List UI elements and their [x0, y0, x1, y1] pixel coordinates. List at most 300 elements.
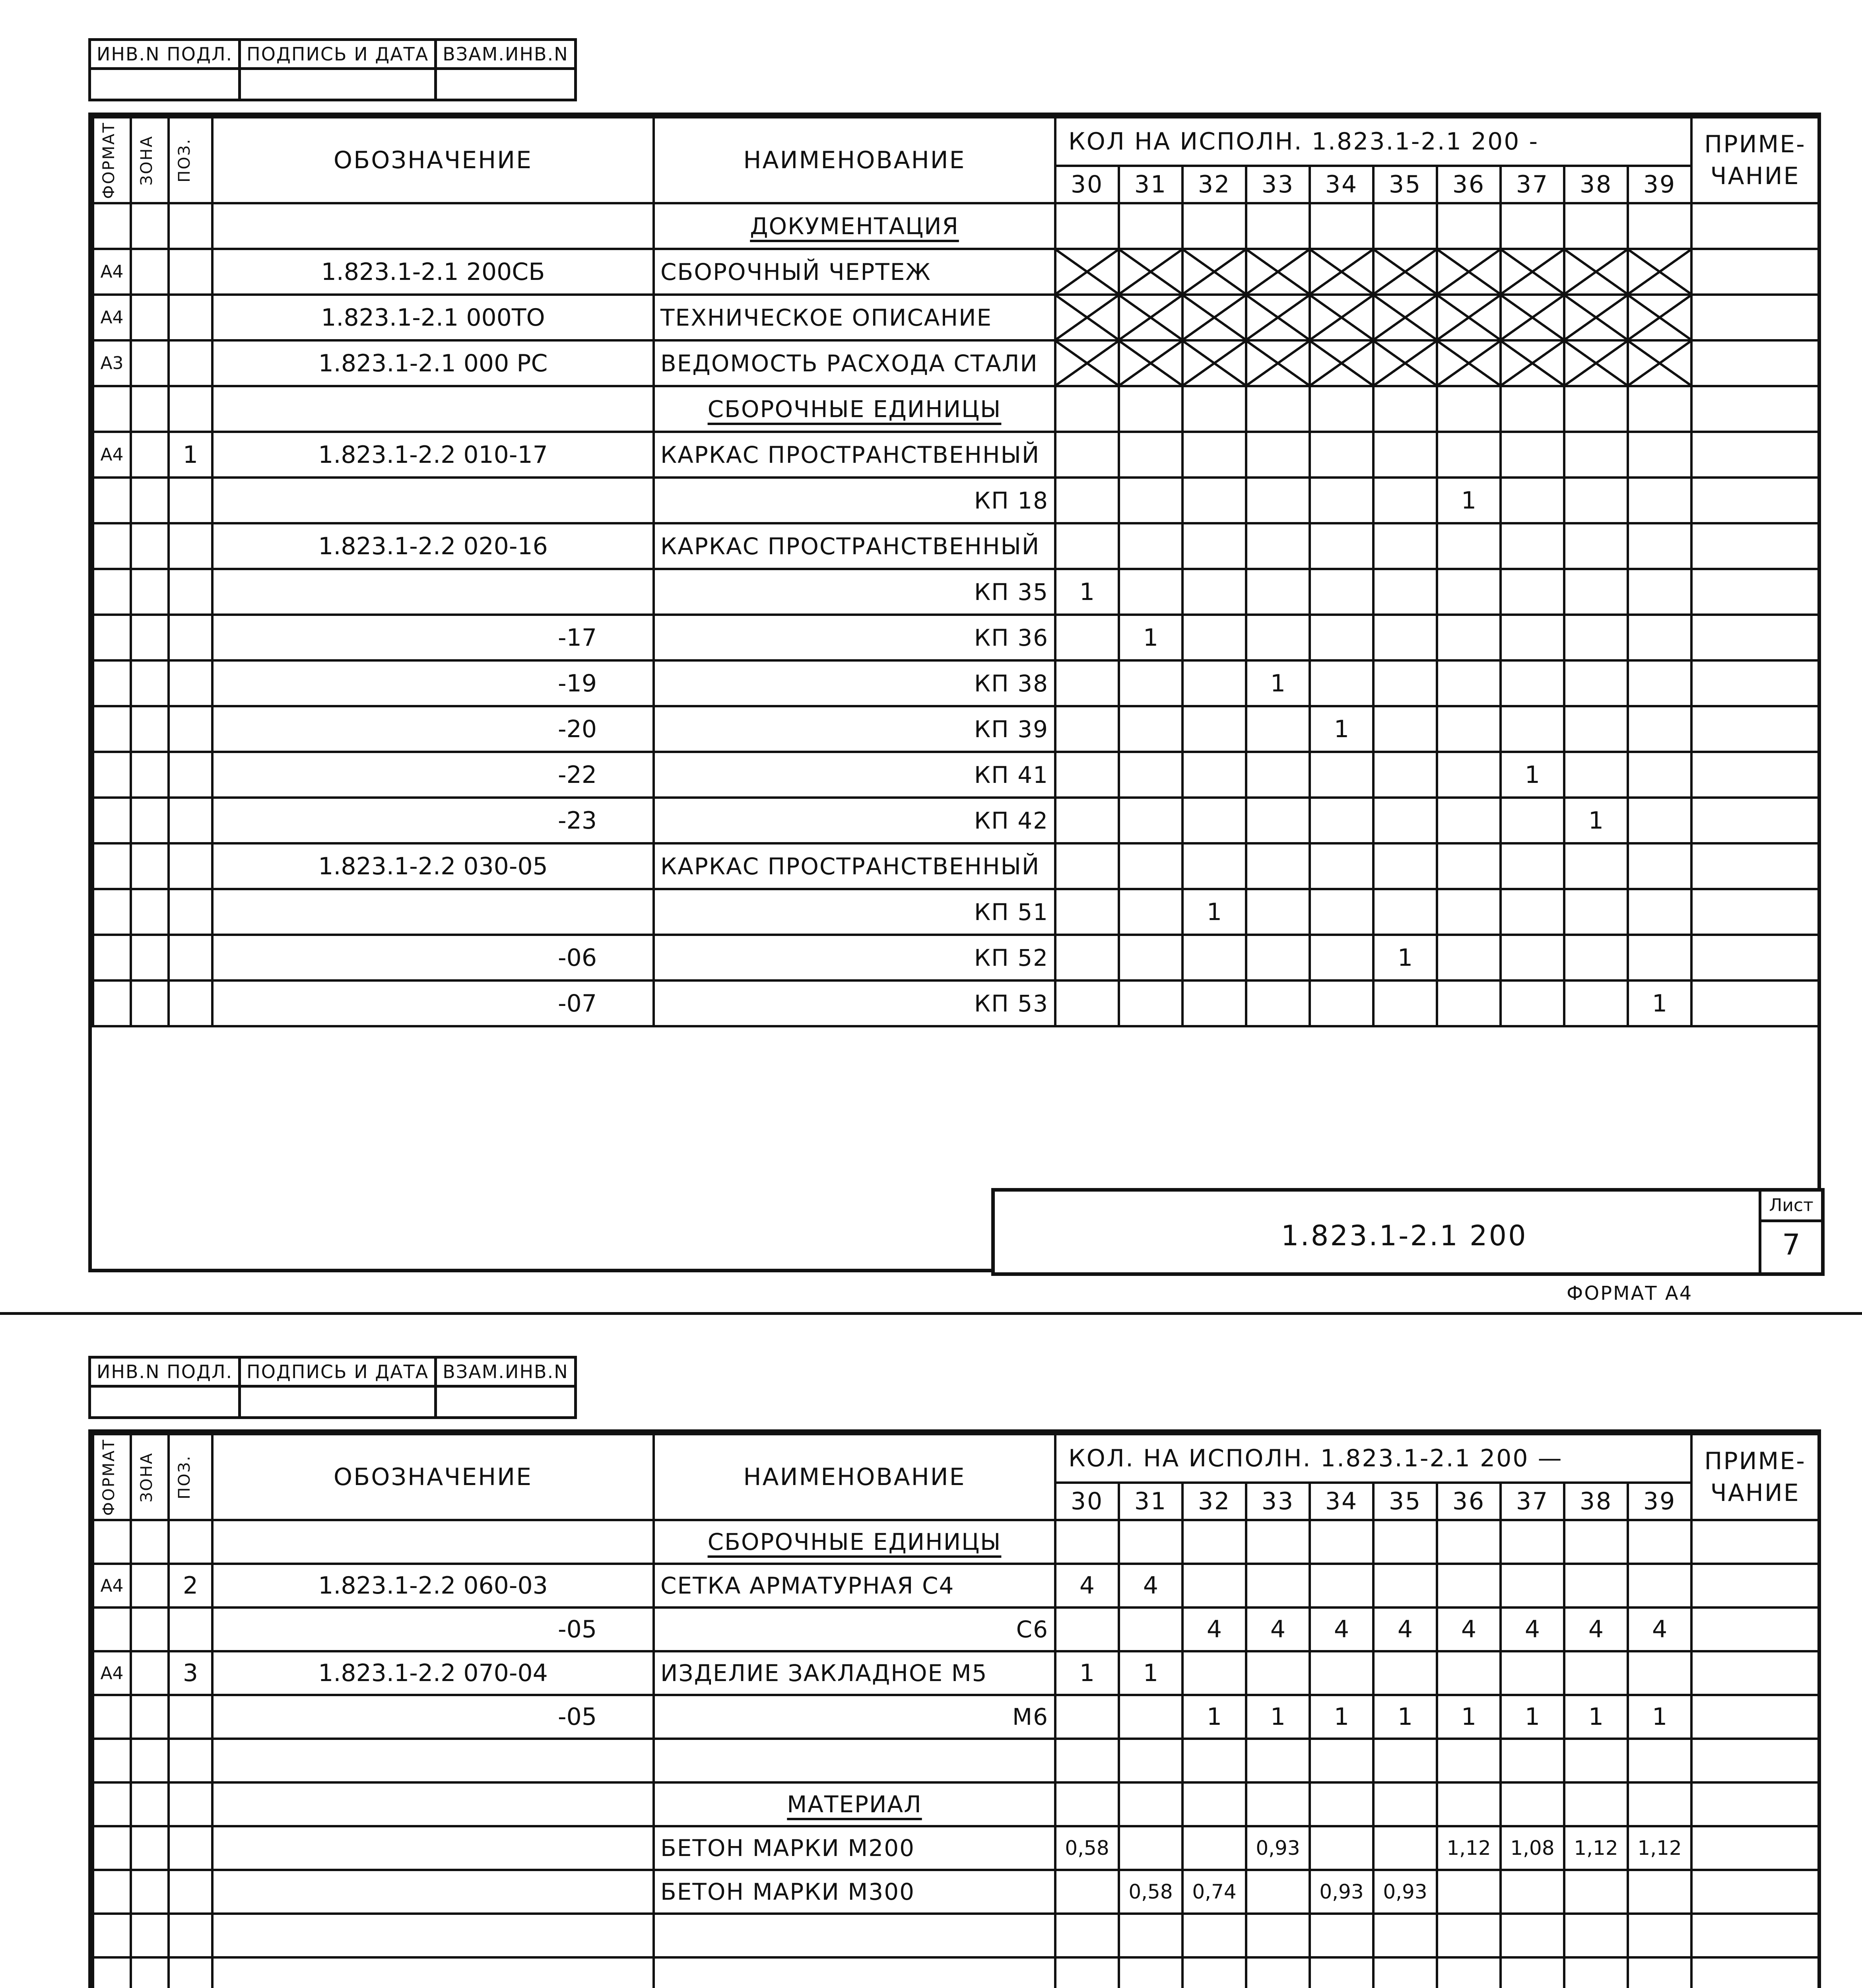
qty-cell-33 — [1246, 843, 1310, 889]
qty-cell-33 — [1246, 1914, 1310, 1957]
row-pos: 3 — [169, 1651, 212, 1695]
qty-cell-33: 4 — [1246, 1607, 1310, 1651]
row-note — [1691, 1607, 1819, 1651]
qty-cell-31 — [1119, 1607, 1182, 1651]
qty-cell-33 — [1246, 889, 1310, 935]
row-designation: -05 — [212, 1695, 654, 1739]
header-zone-text: ЗОНА — [138, 1452, 156, 1503]
row-format — [93, 1607, 131, 1651]
qty-cell-37: 1 — [1501, 1695, 1564, 1739]
qty-cell-34 — [1310, 386, 1373, 432]
qty-cell-33 — [1246, 249, 1310, 295]
qty-cell-32 — [1182, 706, 1246, 752]
qty-cell-36: 1 — [1437, 1695, 1501, 1739]
qty-cell-31 — [1119, 798, 1182, 843]
qty-cell-32 — [1182, 935, 1246, 980]
row-note — [1691, 1695, 1819, 1739]
header-variant-31: 31 — [1119, 166, 1182, 203]
qty-cell-33 — [1246, 798, 1310, 843]
qty-cell-32 — [1182, 843, 1246, 889]
qty-cell-37 — [1501, 249, 1564, 295]
doc-code-7: 1.823.1-2.1 200 — [1281, 1219, 1528, 1252]
qty-cell-31 — [1119, 1739, 1182, 1782]
qty-cell-32 — [1182, 478, 1246, 523]
qty-cell-38: 1 — [1564, 1695, 1628, 1739]
qty-cell-35 — [1373, 249, 1437, 295]
row-pos — [169, 569, 212, 615]
table-row — [93, 1695, 1819, 1739]
header-variant-36: 36 — [1437, 166, 1501, 203]
qty-cell-39 — [1628, 1739, 1691, 1782]
qty-cell-35 — [1373, 843, 1437, 889]
row-name: КП 39 — [654, 706, 1055, 752]
qty-cell-33 — [1246, 1739, 1310, 1782]
header-name: НАИМЕНОВАНИЕ — [654, 117, 1055, 203]
qty-cell-31 — [1119, 523, 1182, 569]
header-qty: КОЛ. НА ИСПОЛН. 1.823.1-2.1 200 — — [1055, 1434, 1691, 1483]
row-format — [93, 386, 131, 432]
qty-cell-32 — [1182, 615, 1246, 660]
row-designation: -07 — [212, 980, 654, 1026]
row-pos — [169, 615, 212, 660]
row-note — [1691, 249, 1819, 295]
row-name: ВЕДОМОСТЬ РАСХОДА СТАЛИ — [654, 340, 1055, 386]
row-designation: 1.823.1-2.2 030-05 — [212, 843, 654, 889]
qty-cell-38 — [1564, 752, 1628, 798]
qty-cell-32 — [1182, 1782, 1246, 1826]
row-zone — [131, 935, 169, 980]
row-zone — [131, 432, 169, 478]
qty-cell-33 — [1246, 1957, 1310, 1988]
qty-cell-30 — [1055, 478, 1119, 523]
qty-cell-39 — [1628, 569, 1691, 615]
row-format — [93, 1739, 131, 1782]
row-name: ТЕХНИЧЕСКОЕ ОПИСАНИЕ — [654, 295, 1055, 340]
qty-cell-32 — [1182, 798, 1246, 843]
header-note: ПРИМЕ- ЧАНИЕ — [1691, 117, 1819, 203]
qty-cell-34: 1 — [1310, 1695, 1373, 1739]
row-format: А4 — [93, 1564, 131, 1607]
row-zone — [131, 1520, 169, 1564]
row-note — [1691, 1826, 1819, 1870]
qty-cell-31 — [1119, 249, 1182, 295]
header-variant-34: 34 — [1310, 1483, 1373, 1520]
qty-cell-37 — [1501, 1782, 1564, 1826]
format-caption-7: ФОРМАТ А4 — [1567, 1282, 1693, 1305]
row-note — [1691, 615, 1819, 660]
qty-cell-39: 1 — [1628, 980, 1691, 1026]
row-name: КАРКАС ПРОСТРАНСТВЕННЫЙ — [654, 843, 1055, 889]
row-pos — [169, 1826, 212, 1870]
qty-cell-37 — [1501, 660, 1564, 706]
row-name: М6 — [654, 1695, 1055, 1739]
row-designation: 1.823.1-2.1 000 РС — [212, 340, 654, 386]
qty-cell-32 — [1182, 386, 1246, 432]
qty-cell-30 — [1055, 295, 1119, 340]
header-format-text: ФОРМАТ — [100, 1439, 118, 1516]
qty-cell-38 — [1564, 1651, 1628, 1695]
qty-cell-37 — [1501, 478, 1564, 523]
qty-cell-31 — [1119, 1782, 1182, 1826]
qty-cell-33 — [1246, 478, 1310, 523]
table-row — [93, 1957, 1819, 1988]
qty-cell-36: 1,12 — [1437, 1826, 1501, 1870]
qty-cell-31 — [1119, 1957, 1182, 1988]
qty-cell-35 — [1373, 1651, 1437, 1695]
qty-cell-31 — [1119, 478, 1182, 523]
qty-cell-34: 0,93 — [1310, 1870, 1373, 1914]
row-designation: 1.823.1-2.2 010-17 — [212, 432, 654, 478]
row-designation — [212, 889, 654, 935]
sheet-label-7: Лист — [1761, 1192, 1821, 1222]
qty-cell-32 — [1182, 569, 1246, 615]
qty-cell-30 — [1055, 935, 1119, 980]
row-note — [1691, 752, 1819, 798]
row-designation — [212, 569, 654, 615]
qty-cell-30 — [1055, 1520, 1119, 1564]
table-row — [93, 340, 1819, 386]
header-variant-33: 33 — [1246, 1483, 1310, 1520]
qty-cell-39 — [1628, 1782, 1691, 1826]
qty-cell-32 — [1182, 660, 1246, 706]
qty-cell-34 — [1310, 249, 1373, 295]
row-name: КП 38 — [654, 660, 1055, 706]
qty-cell-35 — [1373, 1564, 1437, 1607]
qty-cell-31 — [1119, 752, 1182, 798]
qty-cell-30: 4 — [1055, 1564, 1119, 1607]
qty-cell-33 — [1246, 203, 1310, 249]
row-zone — [131, 386, 169, 432]
row-format — [93, 798, 131, 843]
qty-cell-32 — [1182, 340, 1246, 386]
qty-cell-37 — [1501, 843, 1564, 889]
table-row — [93, 615, 1819, 660]
qty-cell-33 — [1246, 295, 1310, 340]
qty-cell-31 — [1119, 386, 1182, 432]
qty-cell-39 — [1628, 615, 1691, 660]
qty-cell-32: 4 — [1182, 1607, 1246, 1651]
qty-cell-38 — [1564, 615, 1628, 660]
table-row — [93, 798, 1819, 843]
row-pos — [169, 706, 212, 752]
header-variant-36: 36 — [1437, 1483, 1501, 1520]
qty-cell-36 — [1437, 843, 1501, 889]
header-variant-38: 38 — [1564, 166, 1628, 203]
header-zone — [131, 1434, 169, 1520]
qty-cell-39 — [1628, 523, 1691, 569]
row-note — [1691, 706, 1819, 752]
qty-cell-38 — [1564, 295, 1628, 340]
qty-cell-34 — [1310, 1826, 1373, 1870]
qty-cell-36 — [1437, 798, 1501, 843]
qty-cell-37 — [1501, 706, 1564, 752]
table-row — [93, 1870, 1819, 1914]
header-variant-33: 33 — [1246, 166, 1310, 203]
qty-cell-31 — [1119, 1695, 1182, 1739]
page-separator — [0, 1312, 1862, 1315]
qty-cell-38 — [1564, 249, 1628, 295]
qty-cell-39 — [1628, 432, 1691, 478]
approval-stamp — [88, 38, 577, 101]
qty-cell-38 — [1564, 1957, 1628, 1988]
qty-cell-34 — [1310, 980, 1373, 1026]
row-designation: 1.823.1-2.2 070-04 — [212, 1651, 654, 1695]
qty-cell-35: 0,93 — [1373, 1870, 1437, 1914]
qty-cell-35 — [1373, 478, 1437, 523]
qty-cell-36: 4 — [1437, 1607, 1501, 1651]
row-pos: 2 — [169, 1564, 212, 1607]
row-zone — [131, 295, 169, 340]
qty-cell-33: 1 — [1246, 1695, 1310, 1739]
row-pos — [169, 798, 212, 843]
qty-cell-30 — [1055, 660, 1119, 706]
qty-cell-34 — [1310, 432, 1373, 478]
qty-cell-35 — [1373, 752, 1437, 798]
header-zone — [131, 117, 169, 203]
table-row — [93, 523, 1819, 569]
row-zone — [131, 843, 169, 889]
row-format: А3 — [93, 340, 131, 386]
qty-cell-38 — [1564, 1914, 1628, 1957]
qty-cell-34 — [1310, 1957, 1373, 1988]
table-row — [93, 1914, 1819, 1957]
row-note — [1691, 569, 1819, 615]
header-variant-37: 37 — [1501, 166, 1564, 203]
row-pos — [169, 1870, 212, 1914]
row-designation — [212, 1957, 654, 1988]
qty-cell-31 — [1119, 569, 1182, 615]
header-variant-34: 34 — [1310, 166, 1373, 203]
approval-stamp-2 — [88, 1356, 577, 1419]
qty-cell-34 — [1310, 615, 1373, 660]
header-note: ПРИМЕ- ЧАНИЕ — [1691, 1434, 1819, 1520]
qty-cell-30 — [1055, 843, 1119, 889]
qty-cell-31: 0,58 — [1119, 1870, 1182, 1914]
qty-cell-39 — [1628, 843, 1691, 889]
row-name — [654, 1914, 1055, 1957]
qty-cell-33 — [1246, 386, 1310, 432]
qty-cell-37: 4 — [1501, 1607, 1564, 1651]
qty-cell-36 — [1437, 386, 1501, 432]
row-zone — [131, 1651, 169, 1695]
qty-cell-37 — [1501, 889, 1564, 935]
qty-cell-38 — [1564, 1564, 1628, 1607]
header-name: НАИМЕНОВАНИЕ — [654, 1434, 1055, 1520]
qty-cell-34 — [1310, 889, 1373, 935]
qty-cell-30 — [1055, 615, 1119, 660]
qty-cell-38 — [1564, 386, 1628, 432]
qty-cell-32 — [1182, 980, 1246, 1026]
row-name: СЕТКА АРМАТУРНАЯ С4 — [654, 1564, 1055, 1607]
row-pos — [169, 1914, 212, 1957]
row-format — [93, 1695, 131, 1739]
row-note — [1691, 1564, 1819, 1607]
qty-cell-35 — [1373, 798, 1437, 843]
row-format — [93, 1870, 131, 1914]
row-name: КП 42 — [654, 798, 1055, 843]
row-designation: -05 — [212, 1607, 654, 1651]
qty-cell-35 — [1373, 203, 1437, 249]
row-pos — [169, 660, 212, 706]
table-row — [93, 432, 1819, 478]
qty-cell-34 — [1310, 660, 1373, 706]
qty-cell-31 — [1119, 980, 1182, 1026]
row-pos — [169, 478, 212, 523]
qty-cell-31: 4 — [1119, 1564, 1182, 1607]
qty-cell-39 — [1628, 386, 1691, 432]
qty-cell-32 — [1182, 752, 1246, 798]
qty-cell-31 — [1119, 1914, 1182, 1957]
row-name: БЕТОН МАРКИ М300 — [654, 1870, 1055, 1914]
qty-cell-34 — [1310, 798, 1373, 843]
qty-cell-38 — [1564, 706, 1628, 752]
qty-cell-33 — [1246, 1651, 1310, 1695]
row-name: КАРКАС ПРОСТРАНСТВЕННЫЙ — [654, 432, 1055, 478]
qty-cell-36 — [1437, 523, 1501, 569]
row-format — [93, 935, 131, 980]
qty-cell-31 — [1119, 935, 1182, 980]
qty-cell-35 — [1373, 1914, 1437, 1957]
qty-cell-30 — [1055, 432, 1119, 478]
stamp-replace-label: ВЗАМ.ИНВ.N — [436, 40, 575, 69]
row-designation — [212, 478, 654, 523]
row-format: А4 — [93, 295, 131, 340]
qty-cell-30 — [1055, 340, 1119, 386]
qty-cell-39 — [1628, 660, 1691, 706]
qty-cell-36 — [1437, 249, 1501, 295]
qty-cell-33: 0,93 — [1246, 1826, 1310, 1870]
qty-cell-38 — [1564, 843, 1628, 889]
qty-cell-34 — [1310, 295, 1373, 340]
qty-cell-35 — [1373, 889, 1437, 935]
row-zone — [131, 203, 169, 249]
section-row — [93, 386, 1819, 432]
row-designation — [212, 1826, 654, 1870]
row-format — [93, 706, 131, 752]
row-format: А4 — [93, 1651, 131, 1695]
qty-cell-32 — [1182, 249, 1246, 295]
qty-cell-37 — [1501, 340, 1564, 386]
row-designation: -22 — [212, 752, 654, 798]
qty-cell-30 — [1055, 1695, 1119, 1739]
qty-cell-34 — [1310, 935, 1373, 980]
qty-cell-39 — [1628, 889, 1691, 935]
header-designation: ОБОЗНАЧЕНИЕ — [212, 117, 654, 203]
qty-cell-39 — [1628, 935, 1691, 980]
row-zone — [131, 1914, 169, 1957]
qty-cell-33 — [1246, 752, 1310, 798]
qty-cell-35 — [1373, 1957, 1437, 1988]
row-zone — [131, 752, 169, 798]
row-note — [1691, 1739, 1819, 1782]
row-note — [1691, 980, 1819, 1026]
qty-cell-30 — [1055, 249, 1119, 295]
qty-cell-32 — [1182, 432, 1246, 478]
sheet-number-cell-7 — [1759, 1192, 1821, 1272]
qty-cell-30 — [1055, 1957, 1119, 1988]
row-note — [1691, 660, 1819, 706]
header-variant-32: 32 — [1182, 1483, 1246, 1520]
row-zone — [131, 340, 169, 386]
header-variant-32: 32 — [1182, 166, 1246, 203]
qty-cell-30 — [1055, 386, 1119, 432]
table-row — [93, 1826, 1819, 1870]
qty-cell-35 — [1373, 295, 1437, 340]
table-row — [93, 843, 1819, 889]
table-row — [93, 569, 1819, 615]
qty-cell-37 — [1501, 1739, 1564, 1782]
qty-cell-37 — [1501, 798, 1564, 843]
row-designation: 1.823.1-2.2 060-03 — [212, 1564, 654, 1607]
qty-cell-33 — [1246, 523, 1310, 569]
qty-cell-34 — [1310, 523, 1373, 569]
table-row — [93, 935, 1819, 980]
qty-cell-32 — [1182, 1739, 1246, 1782]
table-row — [93, 752, 1819, 798]
sheet-8 — [0, 1324, 1862, 1988]
header-variant-30: 30 — [1055, 1483, 1119, 1520]
row-pos — [169, 980, 212, 1026]
row-pos — [169, 1695, 212, 1739]
qty-cell-35 — [1373, 1826, 1437, 1870]
qty-cell-33 — [1246, 980, 1310, 1026]
qty-cell-38 — [1564, 889, 1628, 935]
qty-cell-31 — [1119, 889, 1182, 935]
row-pos — [169, 523, 212, 569]
qty-cell-34 — [1310, 1739, 1373, 1782]
qty-cell-37 — [1501, 1914, 1564, 1957]
qty-cell-33 — [1246, 706, 1310, 752]
header-format — [93, 1434, 131, 1520]
header-format-text: ФОРМАТ — [100, 122, 118, 199]
qty-cell-33 — [1246, 432, 1310, 478]
qty-cell-33 — [1246, 1870, 1310, 1914]
qty-cell-38 — [1564, 523, 1628, 569]
qty-cell-37: 1,08 — [1501, 1826, 1564, 1870]
qty-cell-38: 1,12 — [1564, 1826, 1628, 1870]
header-variant-39: 39 — [1628, 1483, 1691, 1520]
qty-cell-32 — [1182, 523, 1246, 569]
row-zone — [131, 249, 169, 295]
row-zone — [131, 569, 169, 615]
qty-cell-37 — [1501, 432, 1564, 478]
row-designation: 1.823.1-2.1 200СБ — [212, 249, 654, 295]
qty-cell-34: 1 — [1310, 706, 1373, 752]
qty-cell-35 — [1373, 386, 1437, 432]
qty-cell-30 — [1055, 1914, 1119, 1957]
row-name — [654, 1739, 1055, 1782]
qty-cell-37 — [1501, 523, 1564, 569]
row-pos — [169, 1607, 212, 1651]
row-note — [1691, 523, 1819, 569]
qty-cell-31 — [1119, 706, 1182, 752]
section-row — [93, 1782, 1819, 1826]
row-note — [1691, 935, 1819, 980]
header-variant-38: 38 — [1564, 1483, 1628, 1520]
row-format — [93, 980, 131, 1026]
row-pos — [169, 295, 212, 340]
header-pos — [169, 117, 212, 203]
qty-cell-30 — [1055, 523, 1119, 569]
qty-cell-36 — [1437, 935, 1501, 980]
qty-cell-31 — [1119, 843, 1182, 889]
qty-cell-37 — [1501, 569, 1564, 615]
header-variant-31: 31 — [1119, 1483, 1182, 1520]
qty-cell-35 — [1373, 660, 1437, 706]
qty-cell-35 — [1373, 1520, 1437, 1564]
row-designation — [212, 1782, 654, 1826]
qty-cell-36 — [1437, 1957, 1501, 1988]
